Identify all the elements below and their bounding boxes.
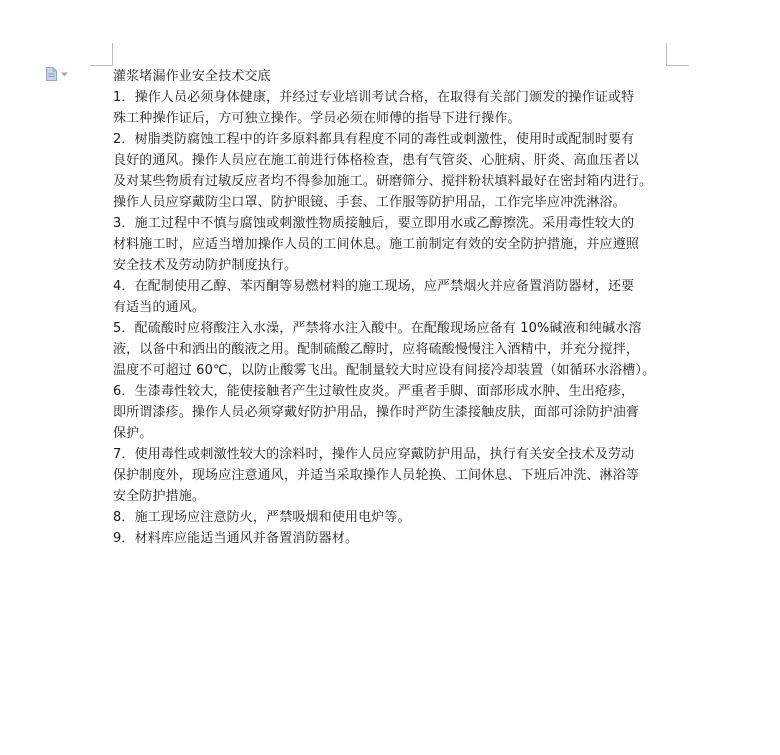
paragraph-line: 3．施工过程中不慎与腐蚀或刺激性物质接触后，要立即用水或乙醇擦洗。采用毒性较大的 [113, 216, 635, 231]
crop-mark-top-left [90, 43, 113, 66]
caret-down-icon [61, 72, 68, 77]
paragraph-line: 材料施工时，应适当增加操作人员的工间休息。施工前制定有效的安全防护措施，并应遵照 [113, 237, 640, 252]
paragraph-line: 9．材料库应能适当通风并备置消防器材。 [113, 531, 359, 546]
crop-mark-top-right [666, 43, 689, 66]
paragraph-line: 保护制度外，现场应注意通风，并适当采取操作人员轮换、工间休息、下班后冲洗、淋浴等 [113, 468, 640, 483]
paragraph-line: 4．在配制使用乙醇、苯丙酮等易燃材料的施工现场，应严禁烟火并应备置消防器材，还要 [113, 279, 635, 294]
paragraph-line: 5．配硫酸时应将酸注入水澡，严禁将水注入酸中。在配酸现场应备有 10%碱液和纯碱水溶 [113, 321, 642, 336]
paragraph-line: 良好的通风。操作人员应在施工前进行体格检查，患有气管炎、心脏病、肝炎、高血压者以 [113, 153, 640, 168]
paragraph-line: 8．施工现场应注意防火，严禁吸烟和使用电炉等。 [113, 510, 411, 525]
document-body [113, 66, 673, 549]
paragraph-line: 1．操作人员必须身体健康，并经过专业培训考试合格，在取得有关部门颁发的操作证或特 [113, 90, 635, 105]
paragraph-line: 7．使用毒性或刺激性较大的涂料时，操作人员应穿戴防护用品，执行有关安全技术及劳动 [113, 447, 635, 462]
paragraph-line: 6．生漆毒性较大，能使接触者产生过敏性皮炎。严重者手脚、面部形成水肿、生出疮疹， [113, 384, 635, 399]
paragraph-line: 保护。 [113, 426, 153, 441]
paragraph-line: 温度不可超过 60℃，以防止酸雾飞出。配制量较大时应设有间接冷却装置（如循环水浴槽）。 [113, 363, 656, 378]
paragraph-line: 2．树脂类防腐蚀工程中的许多原料都具有程度不同的毒性或刺激性，使用时或配制时要有 [113, 132, 635, 147]
paragraph-line: 殊工种操作证后，方可独立操作。学员必须在师傅的指导下进行操作。 [113, 111, 521, 126]
document-navigation-toggle[interactable] [46, 67, 68, 81]
paragraph-line: 安全防护措施。 [113, 489, 206, 504]
paragraph-line: 操作人员应穿戴防尘口罩、防护眼镜、手套、工作服等防护用品，工作完毕应冲洗淋浴。 [113, 195, 626, 210]
paragraph-line: 即所谓漆疹。操作人员必须穿戴好防护用品，操作时严防生漆接触皮肤，面部可涂防护油膏 [113, 405, 640, 420]
paragraph-line: 安全技术及劳动防护制度执行。 [113, 258, 298, 273]
paragraph-line: 有适当的通风。 [113, 300, 206, 315]
paragraph-line: 及对某些物质有过敏反应者均不得参加施工。研磨筛分、搅拌粉状填料最好在密封箱内进行。 [113, 174, 653, 189]
document-icon [46, 67, 57, 81]
document-title: 灌浆堵漏作业安全技术交底 [113, 69, 271, 84]
paragraph-line: 液，以备中和洒出的酸液之用。配制硫酸乙醇时，应将硫酸慢慢注入酒精中，并充分搅拌， [113, 342, 640, 357]
